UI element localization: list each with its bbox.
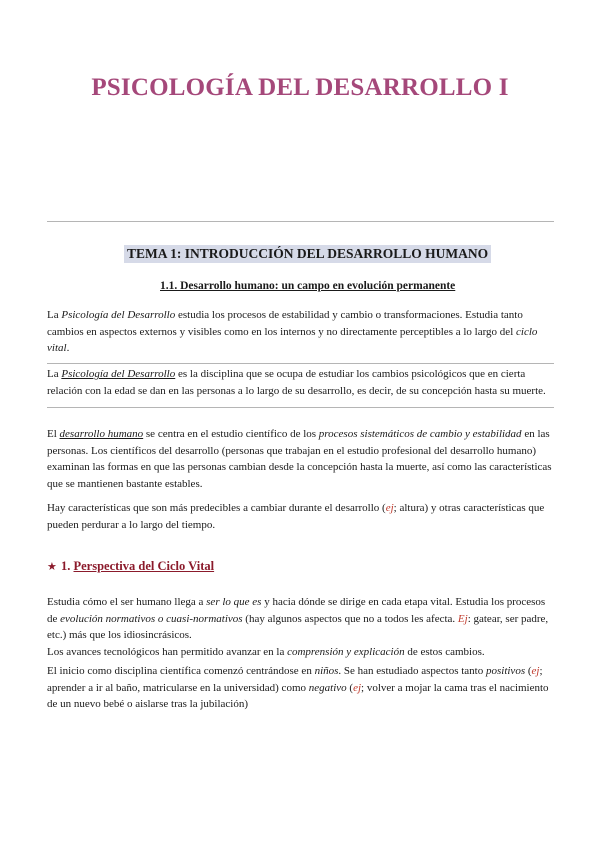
text-run: ( [525,665,532,677]
text-run: se centra en el estudio científico de los [143,428,319,440]
example-marker: ej [385,502,394,514]
term: procesos sistemáticos de cambio y estabilidad [318,428,522,440]
text-run: El [47,428,60,440]
text-run: estudia los procesos de estabilidad y cambio o transformaciones. Estudia tanto cambios en aspectos externos y visibles como en los internos y no directamente perceptibles a lo largo del [47,309,523,338]
text-run: y hacia dónde se dirige en cada etapa vital. Estudia los procesos de [47,596,546,625]
term: desarrollo humano [59,428,144,440]
paragraph-1 [47,307,557,357]
paragraph-2 [47,366,557,399]
example-marker: ej [531,665,540,677]
text-run: ; aprender a ir al baño, matricularse en la universidad) como [47,665,543,694]
subsection-heading [47,559,214,574]
term: Psicología del Desarrollo [61,309,176,321]
term: ciclo vital [47,325,538,354]
subsection-number: 1. [61,559,74,573]
text-run: ; volver a mojar la cama tras el nacimiento de un nuevo bebé o aislarse tras la jubilación) [47,681,549,710]
paragraph-7 [47,663,557,713]
text-run: La [47,309,62,321]
paragraph-5 [47,594,557,660]
text-run: Hay características que son más predecibles a cambiar durante el desarrollo ( [47,502,386,514]
tema-heading: TEMA 1: INTRODUCCIÓN DEL DESARROLLO HUMANO [124,245,491,263]
paragraph-4 [47,500,557,533]
term: ser lo que es [206,596,262,608]
divider [47,407,554,408]
text-run: . [66,342,70,354]
text-run: : gatear, ser padre, etc.) más que los idiosincrásicos. [47,612,549,641]
text-run: (hay algunos aspectos que no a todos les afecta. [242,612,458,625]
term: comprensión y explicación [287,645,405,658]
text-run: . Se han estudiado aspectos tanto [338,665,486,677]
example-marker: ej [353,681,362,694]
example-marker: Ej [457,612,468,625]
text-run: Estudia cómo el ser humano llega a [47,596,207,608]
document-title: PSICOLOGÍA DEL DESARROLLO I [91,74,509,101]
text-run: ; altura) y otras características que pueden perdurar a lo largo del tiempo. [47,502,545,531]
term: positivos [485,665,526,677]
text-run: Los avances tecnológicos han permitido avanzar en la [47,645,288,658]
text-run: de estos cambios. [404,645,485,658]
paragraph-3 [47,426,557,492]
term: niños [314,665,339,677]
section-heading: 1.1. Desarrollo humano: un campo en evolución permanente [160,280,456,292]
term: evolución normativos o cuasi-normativos [60,612,243,625]
term: Psicología del Desarrollo [61,368,176,380]
star-icon: ★ [47,560,57,573]
term: negativo [308,681,347,694]
subsection-label: Perspectiva del Ciclo Vital [73,559,215,573]
divider [47,221,554,222]
text-run: La [47,368,62,380]
text-run: El inicio como disciplina científica comenzó centrándose en [47,665,315,677]
text-run: ( [346,681,354,694]
text-run: es la disciplina que se ocupa de estudiar los cambios psicológicos que en cierta relación con la edad se dan en las personas a lo largo de su desarrollo, es decir, de su concepción hasta su muerte. [47,368,546,397]
divider [47,363,554,364]
text-run: en las personas. Los científicos del desarrollo (personas que trabajan en el estudio profesional del desarrollo humano) examinan las formas en que las personas cambian desde la concepción hasta la muerte, así como las características que se mantienen bastante estables. [47,428,552,490]
